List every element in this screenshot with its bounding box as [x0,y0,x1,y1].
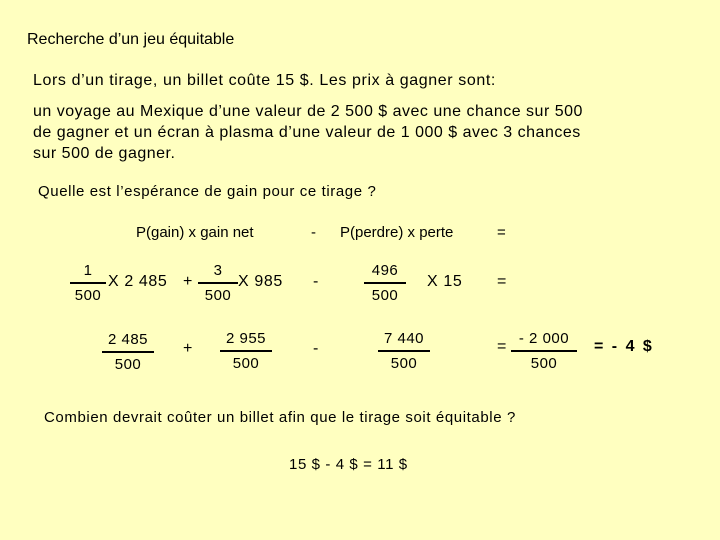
formula-loss-term: P(perdre) x perte [340,224,454,241]
fraction-bar [220,350,272,352]
result-value: = - 4 $ [594,338,654,355]
fraction-numerator: 3 [213,262,223,279]
fraction-denominator: 500 [530,355,558,372]
fraction-bar [102,351,154,353]
fraction-numerator: 2 955 [225,330,267,347]
fraction-496-500 [362,262,408,305]
fraction-numerator: 7 440 [383,330,425,347]
formula-minus: - [311,224,316,241]
fraction-bar [511,350,577,352]
fraction-2955-500 [218,330,274,373]
fraction-bar [378,350,430,352]
equals-sign: = [497,338,507,355]
question-fair-price: Combien devrait coûter un billet afin que le tirage soit équitable ? [44,409,516,426]
fraction-denominator: 500 [204,287,232,304]
fraction-denominator: 500 [74,287,102,304]
plus-sign: + [183,273,193,290]
intro-text: Lors d’un tirage, un billet coûte 15 $. Les prix à gagner sont: [33,72,496,89]
minus-sign: - [313,273,319,290]
fraction-numerator: - 2 000 [518,330,570,347]
answer-text: 15 $ - 4 $ = 11 $ [289,456,408,473]
fraction-bar [364,282,406,284]
fraction-bar [198,282,238,284]
formula-gain-term: P(gain) x gain net [136,224,254,241]
fraction-numerator: 1 [83,262,93,279]
minus-sign: - [313,340,319,357]
fraction-bar [70,282,106,284]
prizes-paragraph [33,101,693,164]
times-985: X 985 [238,273,283,290]
fraction-denominator: 500 [390,355,418,372]
prizes-line-1: un voyage au Mexique d’une valeur de 2 500 $ avec une chance sur 500 [33,103,583,120]
prizes-line-3: sur 500 de gagner. [33,145,176,162]
fraction-denominator: 500 [232,355,260,372]
page-title: Recherche d’un jeu équitable [27,31,235,48]
plus-sign: + [183,340,193,357]
fraction-7440-500 [376,330,432,373]
fraction-2485-500 [100,331,156,374]
fraction-1-500 [68,262,108,305]
fraction-3-500 [196,262,240,305]
fraction-minus2000-500 [508,330,580,373]
question-expectation: Quelle est l’espérance de gain pour ce tirage ? [38,183,377,200]
prizes-line-2: de gagner et un écran à plasma d’une valeur de 1 000 $ avec 3 chances [33,124,581,141]
fraction-numerator: 496 [371,262,399,279]
times-15: X 15 [427,273,463,290]
fraction-denominator: 500 [114,356,142,373]
fraction-numerator: 2 485 [107,331,149,348]
fraction-denominator: 500 [371,287,399,304]
formula-equals: = [497,224,506,241]
times-2485: X 2 485 [108,273,168,290]
equals-sign: = [497,273,507,290]
